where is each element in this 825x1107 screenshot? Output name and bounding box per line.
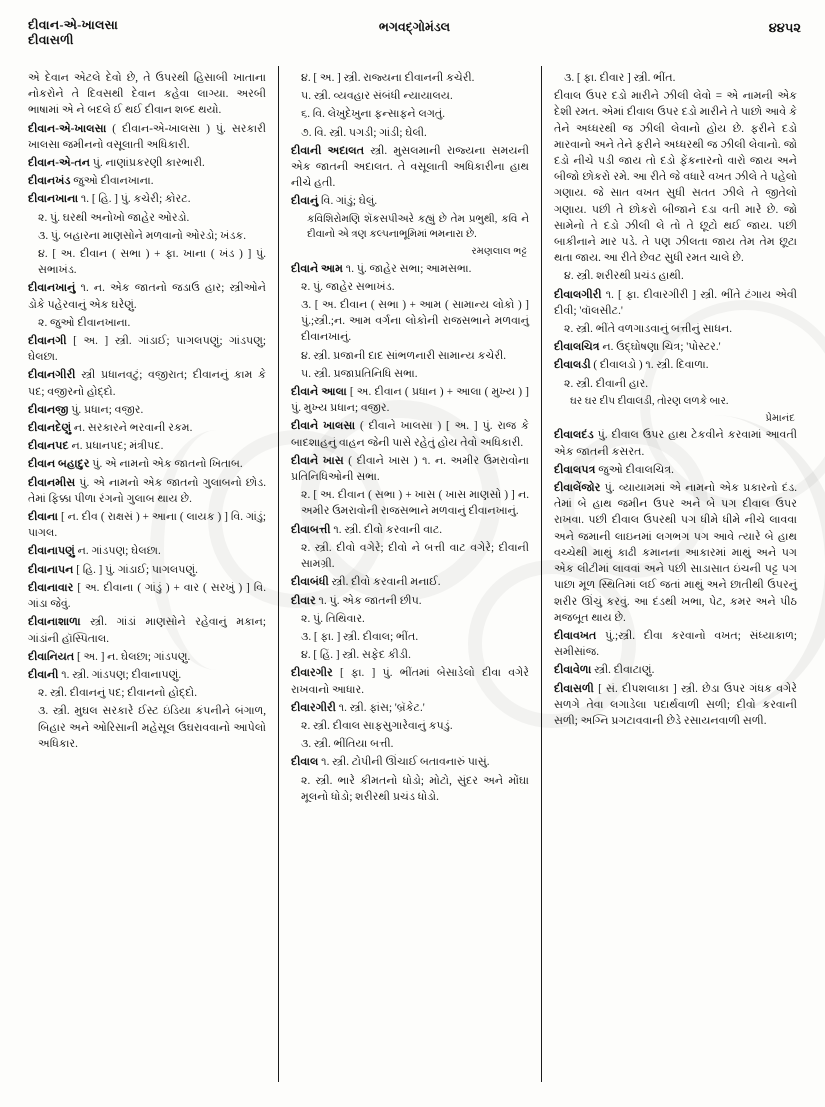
column-divider bbox=[278, 66, 279, 1082]
dictionary-entry bbox=[28, 438, 266, 454]
dictionary-entry bbox=[28, 543, 266, 559]
entry-headword: દીવાનાશાળા bbox=[28, 616, 81, 629]
entry-definition: પું. એ નામનો એક જાતનો ખિતાબ. bbox=[89, 458, 243, 471]
entry-headword: દીવાલગીરી bbox=[554, 288, 602, 301]
entry-definition: પું. પ્રધાન; વજીર. bbox=[68, 403, 144, 416]
entry-headword: દીવાલેંજોર bbox=[554, 482, 601, 495]
entry-definition: ૧. સ્ત્રી. ફાંસ; 'બ્રૅકેટ.' bbox=[335, 701, 425, 714]
page-number: ૪૪૫૨ bbox=[768, 20, 801, 35]
dictionary-entry bbox=[291, 593, 529, 609]
entry-definition: ( દીવાને ખાલસા ) [ અ. ] પું. રાજ કે બાદશાહનું વાહન જેની પાસે રહેતું હોય તેવો અધિકારી. bbox=[291, 420, 529, 449]
entry-definition: સ્ત્રી. મુસલમાની રાજ્યના સમયની એક જાતની અદાલત. તે વસૂલાતી અધિકારીના હાથ નીચે હતી. bbox=[291, 144, 529, 190]
dictionary-entry bbox=[28, 667, 266, 683]
column-1 bbox=[28, 70, 266, 754]
dictionary-entry bbox=[28, 614, 266, 646]
entry-headword: દીવાન બહાદુર bbox=[28, 458, 90, 471]
dictionary-entry bbox=[291, 261, 529, 277]
entry-headword: દીવાનગીરી bbox=[28, 369, 76, 382]
entry-definition: ન. ઉદ્ઘોષણા ચિત્ર; 'પોસ્ટર.' bbox=[599, 341, 721, 354]
entry-sense: ૪. સ્ત્રી. શરીરથી પ્રચંડ હાથી. bbox=[564, 270, 684, 283]
entry-sense: ૪. [ અ. દીવાન ( સભા ) + ફા. ખાના ( ખંડ ) ] પું. સભાખંડ. bbox=[38, 248, 266, 277]
dictionary-entry bbox=[28, 580, 266, 612]
entry-headword: દીવાલ bbox=[291, 756, 319, 769]
entry-headword: દીવાનિયત bbox=[28, 650, 75, 663]
entry-definition: સ્ત્રી. દીવો કરવાની મનાઈ. bbox=[328, 576, 441, 589]
entry-definition: ( દીવાલડો ) ૧. સ્ત્રી. દિવાળા. bbox=[590, 359, 709, 372]
entry-definition: પું.;સ્ત્રી. દીવા કરવાનો વખત; સંધ્યાકાળ; સમીસાંજ. bbox=[554, 629, 797, 659]
citation-attribution: રમણલાલ ભટ્ટ bbox=[471, 246, 527, 258]
dictionary-entry bbox=[28, 280, 266, 312]
entry-headword: દીવાને ખાલસા bbox=[291, 420, 356, 433]
dictionary-entry bbox=[28, 121, 266, 153]
entry-sense: ૨. સ્ત્રી. દીવાલ સાફસુગારેવાનું કપડું. bbox=[301, 719, 453, 732]
entry-definition: વિ. ગાંડું; ઘેલું. bbox=[318, 195, 378, 208]
dictionary-entry bbox=[554, 287, 797, 319]
entry-sense: ૩. [ અ. દીવાન ( સભા ) + આમ ( સામાન્ય લોકો ) ] પું.;સ્ત્રી.;ન. આમ વર્ગના લોકોની રાજસભાને મળવાનું દીવાનખાનું. bbox=[301, 299, 529, 344]
entry-definition: ન. ગાંડપણ; ઘેલછા. bbox=[74, 545, 161, 558]
entry-sense: ૨. પું. જાહેર સભાખંડ. bbox=[301, 280, 395, 293]
column-3 bbox=[554, 70, 797, 731]
entry-definition: પું. એ નામનો એક જાતનો ગુલાબનો છોડ. તેમાં ફિક્કા પીળા રંગનો ગુલાબ થાય છે. bbox=[28, 476, 266, 505]
entry-headword: દીવાની અદાલત bbox=[291, 144, 365, 157]
entry-sense: ૪. [ અ. ] સ્ત્રી. રાજ્યના દીવાનની કચેરી. bbox=[301, 72, 475, 84]
dictionary-entry bbox=[554, 339, 797, 355]
entry-sense: ૩. [ ફા. ] સ્ત્રી. દીવાલ; ભીંત. bbox=[301, 630, 419, 643]
entry-definition: ( દીવાને ખાસ ) ૧. ન. અમીર ઉમરાવોના પ્રતિનિધિઓની સભા. bbox=[291, 454, 530, 484]
entry-headword: દીવાને ખાસ bbox=[291, 454, 344, 467]
column-2 bbox=[291, 70, 529, 807]
dictionary-entry bbox=[554, 427, 797, 459]
dictionary-entry bbox=[291, 453, 529, 485]
citation-quote bbox=[554, 394, 797, 409]
entry-headword: દીવાનખાના bbox=[28, 193, 79, 206]
entry-headword: દીવાનદેણું bbox=[28, 422, 72, 435]
dictionary-entry bbox=[28, 155, 266, 171]
header-guide-word-first: દીવાન-એ-ખાલસા bbox=[28, 18, 119, 32]
dictionary-entry bbox=[28, 456, 266, 472]
citation-text: કવિશિરોમણિ શૅકસપીઅરે કહ્યું છે તેમ પ્રભુથી, કવિ ને દીવાનો એ ત્રણ કલ્પનાભૂમિમાં ભમનારા છે. bbox=[307, 213, 529, 241]
entry-definition: [ હિ. ] પું. ગાંડાઈ; પાગલપણું. bbox=[73, 563, 198, 576]
entry-definition: પું. દીવાલ ઉપર હાથ ટેકવીને કરવામાં આવતી એક જાતની કસરત. bbox=[554, 429, 797, 458]
dictionary-entry bbox=[554, 681, 797, 730]
entry-definition: ન. પ્રધાનપદ; મંત્રીપદ. bbox=[68, 440, 164, 453]
dictionary-entry bbox=[291, 143, 529, 192]
entry-headword: દીવાનખંડ bbox=[28, 175, 71, 188]
citation-text: ઘર ઘર દીપ દીવાલડી, તોરણ લળકે બાર. bbox=[570, 395, 729, 407]
entry-definition: જુઓ દીવાનખાના. bbox=[70, 175, 154, 188]
entry-definition: સ્ત્રી પ્રધાનવટું; વજીરાત; દીવાનનું કામ કે પદ; વજીરનો હોદ્દો. bbox=[28, 369, 266, 398]
entry-definition: ૧. સ્ત્રી. ટોપીની ઊંચાઈ બતાવનારું પાસું. bbox=[318, 756, 490, 769]
entry-headword: દીવાન-એ-ખાલસા bbox=[28, 122, 107, 135]
entry-sense: ૪. સ્ત્રી. પ્રજાની દાદ સાંભળનારી સામાન્ય કચેરી. bbox=[301, 349, 507, 362]
dictionary-entry bbox=[554, 628, 797, 660]
entry-headword: દીવારગીર bbox=[291, 667, 333, 680]
entry-definition: ( દીવાન-એ-ખાલસા ) પું. સરકારી ખાલસા જમીનનો વસૂલાતી અધિકારી. bbox=[28, 122, 266, 151]
entry-definition: ૧. [ હિ. ] પું. કચેરી; કોરટ. bbox=[78, 193, 191, 206]
dictionary-entry bbox=[291, 665, 529, 697]
entry-definition: [ ન. દીવ ( રાક્ષસં ) + આના ( લાયક ) ] વિ. ગાંડું; પાગલ. bbox=[28, 511, 266, 540]
dictionary-entry bbox=[291, 700, 529, 716]
dictionary-entry bbox=[291, 418, 529, 450]
entry-headword: દીવાબંધી bbox=[291, 576, 329, 589]
entry-sense: ૨. [ અ. દીવાન ( સભા ) + ખાસ ( ખાસ માણસો ) ] ન. અમીર ઉમરાવોની રાજસભાને મળવાનું દીવાનખાનું. bbox=[301, 489, 529, 518]
entry-sense: ૨. પું. તિથિવાર. bbox=[301, 612, 365, 625]
entry-sense: ૭. વિ. સ્ત્રી. પગડી; ગાંડી; ઘેલી. bbox=[301, 126, 427, 139]
entry-sense: ૪. [ હિં. ] સ્ત્રી. સફેદ કીડી. bbox=[301, 649, 411, 662]
entry-definition: [ અ. ] સ્ત્રી. ગાંડાઈ; પાગલપણું; ગાંડપણુ; ઘેલછા. bbox=[28, 335, 266, 364]
dictionary-entry bbox=[28, 420, 266, 436]
entry-headword: દીવારગીરી bbox=[291, 701, 336, 714]
entry-sense: ૫. સ્ત્રી. પ્રજાપ્રતિનિધિ સભા. bbox=[301, 367, 418, 380]
entry-headword: દીવાર bbox=[291, 594, 316, 607]
dictionary-entry bbox=[28, 191, 266, 207]
entry-definition: ૧. સ્ત્રી. દીવો કરવાની વાટ. bbox=[330, 523, 443, 536]
entry-definition: [ અ. દીવાના ( ગાંડું ) + વાર ( સરખું ) ] વિ. ગાંડા જેવું. bbox=[28, 581, 266, 611]
book-title: ભગવદ્ગોમંડલ bbox=[378, 20, 451, 34]
entry-definition: જુઓ દીવાલચિત્ર. bbox=[595, 463, 674, 476]
entry-sense: ૩. સ્ત્રી. ભીંતિયા બત્તી. bbox=[301, 738, 394, 751]
dictionary-entry bbox=[28, 649, 266, 665]
dictionary-entry bbox=[28, 367, 266, 399]
entry-headword: દીવાનાપન bbox=[28, 563, 74, 576]
column-divider bbox=[541, 66, 542, 1082]
entry-headword: દીવાનગી bbox=[28, 335, 67, 348]
entry-sense: ૨. પું. ઘરથી અનોખો જાહેર ઓરડો. bbox=[38, 211, 190, 224]
entry-headword: દીવાનાવાર bbox=[28, 581, 74, 594]
dictionary-entry bbox=[28, 562, 266, 578]
entry-sense: ૬. વિ. લેખુદેખુના ફન્સાફને લગતું. bbox=[301, 108, 446, 121]
entry-headword: દીવાનમીસ bbox=[28, 476, 76, 489]
entry-headword: દીવાનાપણું bbox=[28, 545, 75, 558]
entry-headword: દીવાલદંડ bbox=[554, 429, 594, 442]
entry-headword: દીવાવખત bbox=[554, 629, 597, 642]
entry-sense: ૩. [ ફા. દીવાર ] સ્ત્રી. ભીંત. bbox=[564, 72, 676, 84]
dictionary-entry bbox=[28, 509, 266, 541]
entry-sense: ૫. સ્ત્રી. વ્યવહાર સંબંધી ન્યાયાલય. bbox=[301, 90, 453, 103]
entry-headword: દીવાના bbox=[28, 511, 58, 524]
entry-sense: ૨. સ્ત્રી. દીવાની હાર. bbox=[564, 377, 649, 390]
dictionary-entry bbox=[554, 480, 797, 626]
entry-headword: દીવાબત્તી bbox=[291, 523, 331, 536]
dictionary-entry bbox=[554, 662, 797, 678]
dictionary-entry bbox=[291, 522, 529, 538]
page-header bbox=[28, 18, 801, 64]
entry-headword: દીવાલડી bbox=[554, 359, 591, 372]
entry-headword: દીવાનખાનું bbox=[28, 282, 76, 295]
dictionary-entry bbox=[291, 574, 529, 590]
entry-definition: ૧. સ્ત્રી. ગાંડપણ; દીવાનાપણું. bbox=[58, 668, 182, 681]
entry-headword: દીવાવેળા bbox=[554, 664, 592, 677]
entry-headword: દીવાનપદ bbox=[28, 440, 69, 453]
entry-continuation-text: દીવાલ ઉપર દડો મારીને ઝીલી લેવો = એ નામની એક દેશી રમત. એમાં દીવાલ ઉપર દડો મારીને તે પાછો આવે કે તેને અધ્ધરથી જ ઝીલી લેવાનો હોય છે. ફરીને દડો મારવાનો અને તેને ફરીને અધ્ધરથી જ ઝીલી લેવાનો. જો દડો નીચે પડી જાય તો દડો ફેંકનારનો વારો જાય અને બીજો છોકરો રમે. આ રીતે જે વધારે વખત ઝીલે તે પહેલો ગણાય. જે સાત વખત સુધી સતત ઝીલે તે જીતેલો ગણાય. પછી તે છોકરો બીજાને દડા વતી મારે છે. જો સામેનો તે દડો ઝીલી લે તો તે છૂટો થઈ જાય. પછી બાકીનાને માર પડે. તે પણ ઝીલતા જાય તેમ તેમ છૂટા થતા જાય. આ રીતે છેવટ સુધી રમત ચાલે છે. bbox=[554, 90, 797, 265]
entry-headword: દીવાને આમ bbox=[291, 262, 343, 275]
dictionary-entry bbox=[28, 475, 266, 507]
entry-headword: દીવાલપત્ર bbox=[554, 463, 596, 476]
entry-definition: સ્ત્રી. દીવાટાણું. bbox=[591, 664, 655, 677]
dictionary-entry bbox=[28, 173, 266, 189]
entry-headword: દીવાનું bbox=[291, 195, 319, 208]
entry-headword: દીવાલચિત્ર bbox=[554, 341, 600, 354]
dictionary-entry bbox=[554, 357, 797, 373]
entry-definition: ૧. ન. એક જાતનો જડાઉ હાર; સ્ત્રીઓને ડોકે પહેરવાનું એક ઘરેણું. bbox=[28, 282, 266, 311]
citation-quote bbox=[291, 212, 529, 243]
entry-definition: સ્ત્રી. ગાંડાં માણસોને રહેવાનું મકાન; ગાંડાંની હૉસ્પિતાલ. bbox=[28, 616, 266, 645]
entry-sense: ૨. સ્ત્રી. ભીંતે વળગાડવાનું બત્તીનું સાધન. bbox=[564, 323, 733, 336]
entry-headword: દીવાન-એ-તન bbox=[28, 157, 90, 170]
entry-definition: [ અ. ] ન. ઘેલછા; ગાંડપણુ. bbox=[74, 650, 191, 663]
dictionary-entry bbox=[28, 402, 266, 418]
entry-definition: ૧. [ ફા. દીવારગીરી ] સ્ત્રી. ભીંતે ટંગાય એવી દીવી; 'વૉલસીટ.' bbox=[554, 288, 797, 317]
entry-sense: ૩. પું. બહારના માણસોને મળવાનો ઓરડો; ખંડક. bbox=[38, 229, 247, 242]
entry-headword: દીવાને આલા bbox=[291, 386, 347, 399]
entry-definition: ૧. પું. જાહેર સભા; આમસભા. bbox=[343, 262, 472, 275]
header-guide-word-last: દીવાસળી bbox=[28, 33, 74, 47]
dictionary-entry bbox=[291, 193, 529, 209]
entry-sense: ૨. જુઓ દીવાનખાના. bbox=[38, 316, 131, 329]
dictionary-entry bbox=[28, 333, 266, 365]
entry-headword: દીવાસળી bbox=[554, 682, 594, 695]
entry-headword: દીવાની bbox=[28, 668, 59, 681]
entry-definition: [ સં. દીપશલાકા ] સ્ત્રી. છેડા ઉપર ગંધક વગેરે સળગે તેવા લગાડેલા પદાર્થવાળી સળી; દીવો કરવાની સળી; અગ્નિ પ્રગટાવવાની છેડે રસાયનવાળી સળી. bbox=[554, 682, 797, 727]
entry-definition: ૧. પું. એક જાતની છીપ. bbox=[315, 594, 422, 607]
entry-definition: [ અ. દીવાન ( પ્રધાન ) + આલા ( મુખ્ય ) ] પું. મુખ્ય પ્રધાન; વજીર. bbox=[291, 386, 529, 415]
entry-sense: ૨. સ્ત્રી. દીવાનનું પદ; દીવાનનો હોદ્દો. bbox=[38, 687, 197, 700]
dictionary-entry bbox=[291, 754, 529, 770]
entry-definition: [ ફા. ] પું. ભીંતમાં બેસાડેલો દીવા વગેરે રાખવાનો આધાર. bbox=[291, 667, 529, 696]
entry-headword: દીવાનજી bbox=[28, 403, 69, 416]
entry-definition: પું. નાણાંપ્રકરણી કારભારી. bbox=[89, 157, 205, 170]
entry-definition: ન. સરકારને ભરવાની રકમ. bbox=[71, 422, 193, 435]
entry-definition: પું. વ્યાયામમાં એ નામનો એક પ્રકારનો દંડ. તેમાં બે હાથ જમીન ઉપર અને બે પગ દીવાલ ઉપર રાખવા. પછી દીવાલ ઉપરથી પગ ધીમે ધીમે નીચે લાવવા અને જમાની લાઇનમાં લગભગ પગ આવે ત્યારે બે હાથ વચ્ચેથી માથું કાઢી કમાનના આકારમાં માથું અને પગ એક લીટીમાં લાવવાં અને પછી સાડાસાત ઇંચની પટ્ટ પગ પાછા મૂળ સ્થિતિમાં લઈ જતાં માથું અને છાતીથી ઉપરનું શરીર ઊંચું કરવું. આ દંડથી ખભા, પેટ, કમર અને પીઠ મજબૂત થાય છે. bbox=[554, 482, 797, 624]
entry-sense: ૨. સ્ત્રી. ભારે કીમતનો ધોડો; મોટો, સુંદર અને મોંઘા મૂલનો ધોડો; શરીરથી પ્રચંડ ધોડો. bbox=[301, 774, 529, 803]
entry-continuation-text: એ દેવાન એટલે દેવો છે, તે ઉપરથી હિસાબી ખાતાના નોકરોને તે દિવસથી દેવાન કહેવા લાગ્યા. અરબી ભાષામાં એ ને બદલે ઈ થઈ દીવાન શબ્દ થયો. bbox=[28, 72, 266, 117]
dictionary-entry bbox=[291, 384, 529, 416]
entry-sense: ૩. સ્ત્રી. મુઘલ સરકારે ઈસ્ટ ઇંડિયા કંપનીને બંગાળ, બિહાર અને ઓરિસાની મહેસૂલ ઉઘરાવવાનો આપેલો અધિકાર. bbox=[38, 705, 266, 750]
dictionary-entry bbox=[554, 462, 797, 478]
citation-attribution: પ્રેમાનંદ bbox=[765, 413, 795, 425]
entry-sense: ૨. સ્ત્રી. દીવો વગેરે; દીવો ને બત્તી વાટ વગેરે; દીવાની સામગ્રી. bbox=[301, 541, 529, 571]
